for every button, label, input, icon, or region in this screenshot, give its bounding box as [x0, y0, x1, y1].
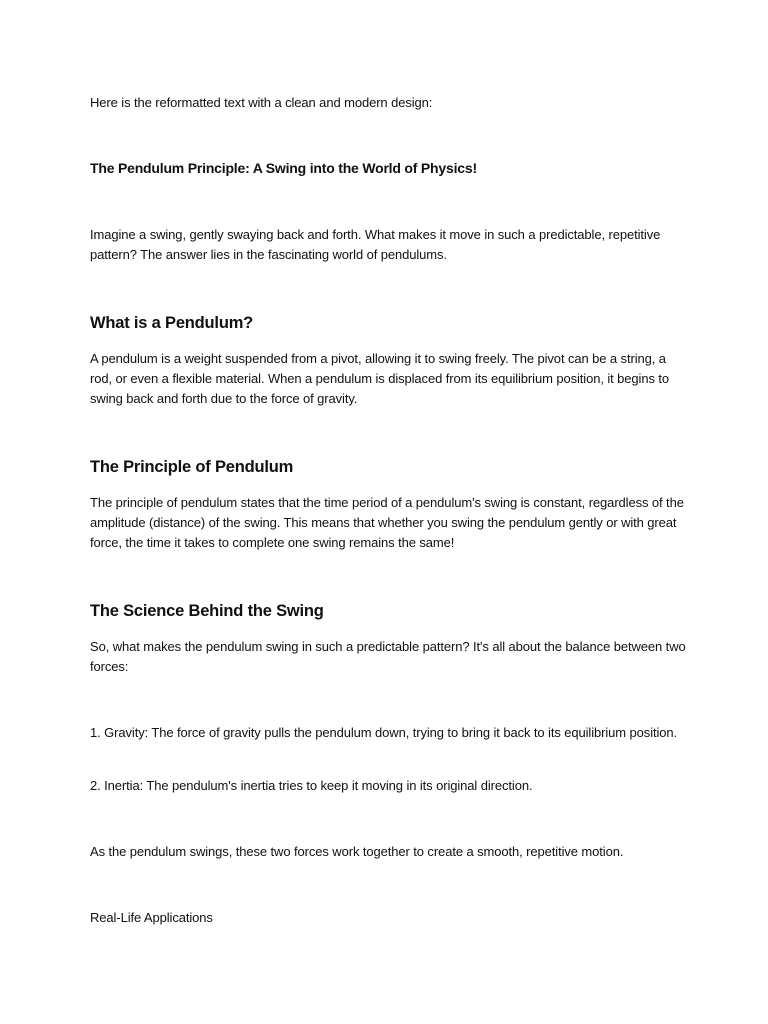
intro-line: Here is the reformatted text with a clean and modern design:: [90, 95, 433, 110]
section-paragraph-science: So, what makes the pendulum swing in such a predictable pattern? It's all about the balance between two forces:: [90, 639, 686, 674]
section-heading-what-is-pendulum: What is a Pendulum?: [90, 314, 254, 332]
list-item: 2. Inertia: The pendulum's inertia tries to keep it moving in its original direction.: [90, 778, 533, 793]
closing-paragraph: As the pendulum swings, these two forces work together to create a smooth, repetitive motion.: [90, 844, 624, 859]
section-paragraph-what-is-pendulum: A pendulum is a weight suspended from a pivot, allowing it to swing freely. The pivot can be a string, a rod, or even a flexible material. When a pendulum is displaced from its equilibrium position, it begins to swing back and forth due to the force of gravity.: [90, 351, 670, 406]
section-heading-science: The Science Behind the Swing: [90, 602, 324, 620]
section-paragraph-principle: The principle of pendulum states that the time period of a pendulum's swing is constant, regardless of the amplitude (distance) of the swing. This means that whether you swing the pendulum gently or with great force, the time it takes to complete one swing remains the same!: [90, 495, 684, 550]
document-title: The Pendulum Principle: A Swing into the World of Physics!: [90, 160, 477, 176]
final-heading: Real-Life Applications: [90, 910, 213, 925]
section-heading-principle: The Principle of Pendulum: [90, 458, 294, 476]
list-item: 1. Gravity: The force of gravity pulls the pendulum down, trying to bring it back to its equilibrium position.: [90, 725, 678, 740]
opening-paragraph: Imagine a swing, gently swaying back and forth. What makes it move in such a predictable, repetitive pattern? The answer lies in the fascinating world of pendulums.: [90, 227, 661, 262]
